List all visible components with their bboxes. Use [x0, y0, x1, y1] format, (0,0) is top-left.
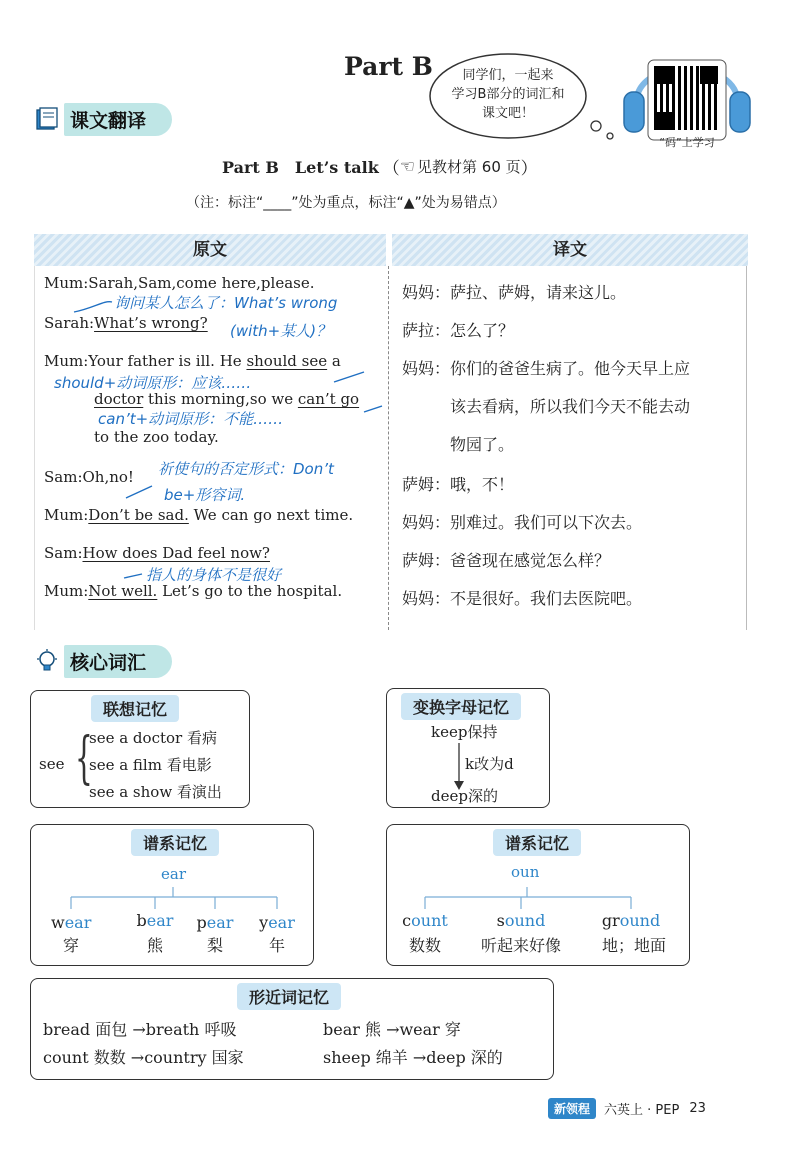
family-word-pear: pear [196, 913, 234, 932]
similar-pair: bear 熊 →wear 穿 [323, 1020, 461, 1039]
chinese-line-1: 妈妈：萨拉、萨姆，请来这儿。 [402, 283, 627, 302]
similar-words-box [30, 978, 554, 1080]
english-line-9: Mum:Not well. Let’s go to the hospital. [44, 582, 343, 600]
handwritten-note-3: should+动词原形：应该…… [54, 374, 252, 392]
swap-bottom-word: deep深的 [431, 787, 498, 805]
english-line-3: Mum:Your father is ill. He should see a [44, 352, 341, 370]
talk-title: Part B Let’s talk [222, 158, 379, 177]
handwritten-note-5: 祈使句的否定形式：Don’t [158, 460, 334, 478]
box-title: 形近词记忆 [237, 983, 341, 1010]
family-meaning: 地；地面 [601, 936, 666, 955]
similar-pair: bread 面包 →breath 呼吸 [43, 1020, 237, 1039]
bubble-line-2: 学习B部分的词汇和 [451, 87, 565, 102]
box-title: 联想记忆 [91, 695, 179, 722]
handwritten-note-7: 指人的身体不是很好 [146, 566, 282, 584]
source-header: 原文 [34, 234, 386, 266]
column-divider [388, 266, 389, 630]
family-word-bear: bear [136, 911, 174, 930]
brace: { [75, 726, 93, 791]
similar-pair: sheep 绵羊 →deep 深的 [323, 1048, 503, 1067]
family-word-sound: sound [496, 911, 546, 930]
chinese-line-9: 妈妈：不是很好。我们去医院吧。 [402, 589, 643, 608]
word-family-box-ear [30, 824, 314, 966]
handwritten-note-4: can’t+动词原形：不能…… [98, 410, 284, 428]
page-footer [548, 1098, 706, 1119]
chinese-line-6: 萨姆：哦，不！ [402, 475, 515, 494]
translation-header: 译文 [392, 234, 748, 266]
qr-code-icon [654, 66, 718, 130]
annotation-note: （注：标注“____”处为重点，标注“▲”处为易错点） [186, 195, 506, 211]
association-box [30, 690, 250, 808]
box-title: 变换字母记忆 [401, 693, 521, 720]
english-line-1: Mum:Sarah,Sam,come here,please. [44, 274, 315, 292]
talk-heading: Part B Let’s talk （ ☜ 见教材第 60 页 ） [222, 156, 538, 179]
family-word-count: count [402, 911, 448, 930]
english-line-5: to the zoo today. [94, 428, 219, 446]
qr-code-widget[interactable] [622, 46, 752, 154]
english-line-6: Sam:Oh,no! [44, 468, 134, 486]
similar-pair: count 数数 →country 国家 [43, 1048, 244, 1067]
family-meaning: 数数 [408, 936, 441, 955]
page-number: 23 [689, 1101, 706, 1116]
family-meaning: 熊 [146, 936, 163, 955]
speech-bubble [428, 52, 588, 142]
chinese-line-4: 该去看病，所以我们今天不能去动 [450, 397, 691, 416]
assoc-item: see a doctor 看病 [89, 729, 217, 747]
section-title: 课文翻译 [64, 103, 172, 136]
swap-rule: k改为d [465, 755, 514, 773]
annotation-arrows [34, 234, 386, 630]
english-line-4: doctor this morning,so we can’t go [94, 390, 360, 408]
section-header-translation [34, 102, 172, 136]
qr-caption: “码”上学习 [659, 136, 715, 149]
handwritten-note-6: be+形容词. [164, 486, 246, 504]
pointing-hand-icon: ☜ [399, 156, 416, 177]
family-root: oun [511, 863, 540, 881]
translation-table [34, 234, 748, 630]
english-line-2: Sarah:What’s wrong? [44, 314, 208, 332]
textbook-reference: 见教材第 60 页 [417, 158, 521, 176]
family-meaning: 年 [268, 936, 285, 955]
word-family-box-oun [386, 824, 690, 966]
family-root: ear [161, 865, 186, 883]
chinese-line-3: 妈妈：你们的爸爸生病了。他今天早上应 [402, 359, 691, 378]
box-title: 谱系记忆 [493, 829, 581, 856]
assoc-item: see a film 看电影 [89, 756, 212, 774]
brand-badge: 新领程 [548, 1098, 596, 1119]
chinese-line-7: 妈妈：别难过。我们可以下次去。 [402, 513, 643, 532]
section-header-vocabulary [34, 644, 172, 678]
family-word-year: year [259, 913, 295, 932]
section-title: 核心词汇 [64, 645, 172, 678]
root-word: see [39, 755, 65, 773]
family-meaning: 梨 [206, 936, 223, 955]
chinese-line-2: 萨拉：怎么了？ [402, 321, 515, 340]
letter-swap-box [386, 688, 550, 808]
handwritten-note-2: (with+某人)？ [230, 322, 332, 340]
down-arrow-icon [453, 743, 465, 791]
family-word-wear: wear [51, 913, 92, 932]
book-label: 六英上 · PEP [604, 1103, 680, 1118]
bubble-line-1: 同学们，一起来 [462, 68, 554, 83]
part-title: Part B [344, 52, 433, 81]
english-line-7: Mum:Don’t be sad. We can go next time. [44, 506, 354, 524]
box-title: 谱系记忆 [131, 829, 219, 856]
family-meaning: 穿 [62, 936, 79, 955]
swap-top-word: keep保持 [431, 723, 498, 741]
english-line-8: Sam:How does Dad feel now? [44, 544, 270, 562]
bubble-line-3: 课文吧！ [481, 106, 534, 121]
chinese-line-8: 萨姆：爸爸现在感觉怎么样？ [402, 551, 611, 570]
chinese-line-5: 物园了。 [450, 435, 515, 454]
book-icon [34, 106, 60, 132]
assoc-item: see a show 看演出 [89, 783, 222, 801]
family-word-ground: ground [601, 911, 661, 930]
lightbulb-icon [34, 648, 60, 674]
family-meaning: 听起来好像 [480, 936, 561, 955]
handwritten-note-1: 询问某人怎么了：What’s wrong [114, 294, 338, 312]
